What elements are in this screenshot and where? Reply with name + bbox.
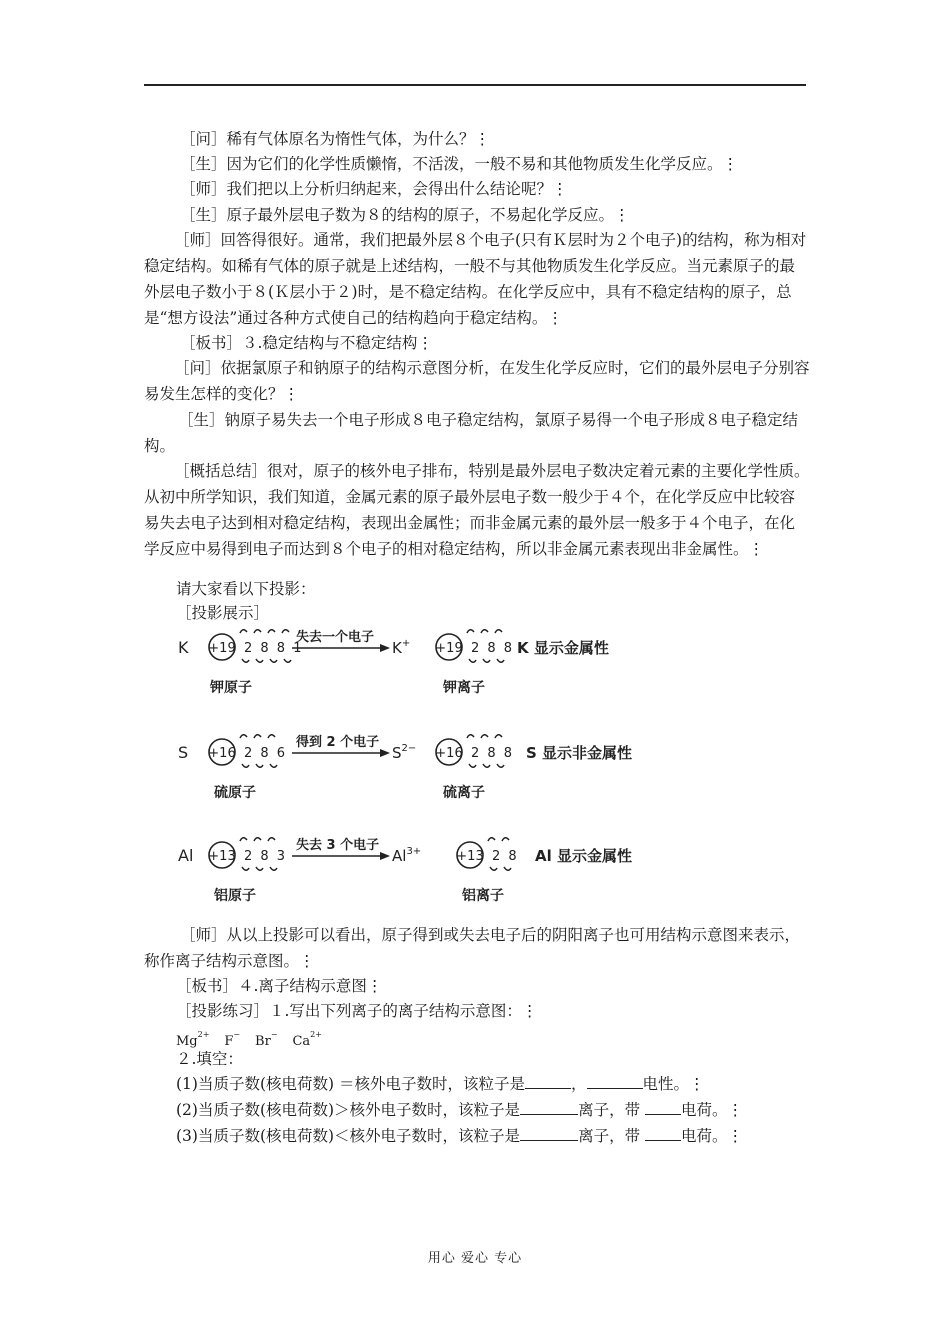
- line-teacher-question: ［师］我们把以上分析归纳起来，会得出什么结论呢？⋮: [180, 180, 568, 198]
- row-0-ion-symbol-base: K: [392, 639, 402, 657]
- row-2-arrow-label: 失去 3 个电子: [296, 838, 380, 853]
- row-2-atom-nucleus-circle: [209, 842, 235, 868]
- row-2-ion-symbol: [392, 846, 421, 865]
- row-0-ion-shell-arc-top: [467, 630, 474, 633]
- row-1-ion-symbol: [392, 743, 416, 762]
- row-0-ion-symbol: [392, 638, 410, 657]
- header-rule: [144, 84, 806, 86]
- ion-ca: $Ca^{2+}$: [292, 1030, 322, 1049]
- row-2-ion-symbol-base: Al: [392, 847, 407, 865]
- row-0-ion-shell-arc-bottom: [497, 659, 504, 662]
- row-1-atom-shell-arc-top: [268, 735, 275, 738]
- row-1-arrow-label: 得到 2 个电子: [296, 735, 380, 750]
- row-2-atom-shell-arc-top: [240, 838, 247, 841]
- ion-f: F−: [224, 1030, 241, 1049]
- row-1-atom-shell-arc-bottom: [270, 764, 277, 767]
- row-2-ion-shell-arc-bottom: [490, 867, 497, 870]
- row-2-ion-shell-arc-top: [502, 838, 509, 841]
- board-heading-3: ［板书］３.稳定结构与不稳定结构⋮: [180, 334, 433, 352]
- row-2-ion-nucleus-circle: [457, 842, 483, 868]
- line-student-answer: ［生］因为它们的化学性质懒惰，不活泼，一般不易和其他物质发生化学反应。⋮: [180, 155, 739, 173]
- row-0-atom-shell-arc-top: [282, 630, 289, 633]
- row-1-ion-charge: 2−: [401, 743, 417, 754]
- row-2-property-label: Al 显示金属性: [535, 847, 632, 865]
- paragraph-student: ［生］钠原子易失去一个电子形成８电子稳定结构，氯原子易得一个电子形成８电子稳定结构。: [144, 411, 799, 455]
- row-2-atom-shell-numbers: 2 8 3: [244, 849, 288, 864]
- row-1-ion-shell-numbers: 2 8 8: [471, 746, 515, 761]
- ion-mg: $Mg^{2+}$: [176, 1030, 210, 1049]
- board-heading-4: ［板书］４.离子结构示意图⋮: [176, 977, 383, 995]
- blank-2b[interactable]: [645, 1098, 681, 1115]
- row-0-property-label: K 显示金属性: [517, 639, 609, 657]
- row-2-atom-name: 铝原子: [214, 888, 256, 904]
- row-2-atom-shell-arc-bottom: [242, 867, 249, 870]
- blank-1b[interactable]: [587, 1072, 643, 1089]
- row-2-arrow-head: [380, 852, 390, 860]
- row-0-atom-shell-arc-bottom: [270, 659, 277, 662]
- row-1-ion-nucleus-circle: [436, 739, 462, 765]
- row-1-ion-symbol-base: S: [392, 744, 402, 762]
- blank-1a[interactable]: [525, 1072, 571, 1089]
- row-2-ion-shell-numbers: 2 8: [492, 849, 519, 864]
- row-1-element-symbol: S: [178, 743, 189, 762]
- row-0-atom-shell-arc-top: [268, 630, 275, 633]
- row-0-atom-shell-arc-top: [240, 630, 247, 633]
- fill-title: ２.填空：: [176, 1050, 243, 1068]
- ion-br: Br−: [255, 1030, 278, 1049]
- row-0-atom-shell-arc-bottom: [242, 659, 249, 662]
- row-1-atom-shell-arc-top: [240, 735, 247, 738]
- row-1-ion-nucleus-label: +16: [435, 746, 463, 761]
- row-1-atom-nucleus-circle: [209, 739, 235, 765]
- row-2-atom-shell-arc-bottom: [256, 867, 263, 870]
- blank-3b[interactable]: [645, 1124, 681, 1141]
- row-0-ion-shell-numbers: 2 8 8: [471, 641, 515, 656]
- line-question: ［问］稀有气体原名为惰性气体，为什么？⋮: [180, 130, 491, 148]
- row-0-atom-nucleus-circle: [209, 634, 235, 660]
- row-1-ion-name: 硫离子: [443, 785, 485, 801]
- row-1-atom-nucleus-label: +16: [208, 746, 236, 761]
- paragraph-teacher: ［师］回答得很好。通常，我们把最外层８个电子(只有Ｋ层时为２个电子)的结构，称为相对稳定结构。如稀有气体的原子就是上述结构，一般不与其他物质发生化学反应。当元素原子的最外层电子数小于８(Ｋ层小于２)时，是不稳定结构。在化学反应中，具有不稳定结构的原子，总是“想方设法”通过各种方式使自己的结构趋向于稳定结构。⋮: [144, 231, 807, 327]
- row-2-element-symbol: Al: [178, 846, 194, 865]
- row-0-ion-shell-arc-top: [495, 630, 502, 633]
- blank-3a[interactable]: [520, 1124, 578, 1141]
- row-1-ion-shell-arc-bottom: [483, 764, 490, 767]
- paragraph-summary: ［概括总结］很对，原子的核外电子排布，特别是最外层电子数决定着元素的主要化学性质。从初中所学知识，我们知道，金属元素的原子最外层电子数一般少于４个，在化学反应中比较容易失去电子达到相对稳定结构，表现出金属性；而非金属元素的最外层一般多于４个电子，在化学反应中易得到电子而达到８个电子的相对稳定结构，所以非金属元素表现出非金属性。⋮: [144, 462, 810, 558]
- row-2-ion-shell-arc-top: [488, 838, 495, 841]
- blank-2a[interactable]: [520, 1098, 578, 1115]
- row-0-atom-shell-arc-bottom: [256, 659, 263, 662]
- row-1-ion-shell-arc-top: [495, 735, 502, 738]
- row-2-ion-nucleus-label: +13: [456, 849, 484, 864]
- row-0-ion-shell-arc-bottom: [483, 659, 490, 662]
- row-1-atom-shell-arc-bottom: [242, 764, 249, 767]
- row-1-arrow-head: [380, 749, 390, 757]
- fill-question-1: (1)当质子数(核电荷数) ＝核外电子数时，该粒子是 ， 电性。⋮: [176, 1071, 705, 1097]
- row-0-ion-nucleus-circle: [436, 634, 462, 660]
- row-1-atom-shell-numbers: 2 8 6: [244, 746, 288, 761]
- row-1-ion-shell-arc-bottom: [497, 764, 504, 767]
- line-student-conclusion: ［生］原子最外层电子数为８的结构的原子，不易起化学反应。⋮: [180, 206, 630, 224]
- intro-line: 请大家看以下投影：: [176, 580, 316, 598]
- row-1-property-label: S 显示非金属性: [526, 744, 633, 762]
- exercise-title: ［投影练习］１.写出下列离子的离子结构示意图：⋮: [176, 1002, 538, 1020]
- row-2-ion-shell-arc-bottom: [504, 867, 511, 870]
- row-0-ion-shell-arc-bottom: [469, 659, 476, 662]
- row-1-ion-shell-arc-top: [467, 735, 474, 738]
- row-1-atom-name: 硫原子: [214, 785, 256, 801]
- fill-question-3: (3)当质子数(核电荷数)＜核外电子数时，该粒子是 离子，带 电荷。⋮: [176, 1123, 743, 1149]
- projection-label: ［投影展示］: [176, 604, 270, 622]
- row-0-atom-shell-arc-bottom: [284, 659, 291, 662]
- fill-question-2: (2)当质子数(核电荷数)＞核外电子数时，该粒子是 离子，带 电荷。⋮: [176, 1097, 743, 1123]
- row-0-atom-name: 钾原子: [210, 680, 252, 696]
- row-0-atom-shell-arc-top: [254, 630, 261, 633]
- row-2-atom-shell-arc-bottom: [270, 867, 277, 870]
- row-0-ion-shell-arc-top: [481, 630, 488, 633]
- row-1-ion-shell-arc-top: [481, 735, 488, 738]
- row-0-ion-nucleus-label: +19: [435, 641, 463, 656]
- row-0-element-symbol: K: [178, 638, 189, 657]
- row-0-arrow-label: 失去一个电子: [296, 630, 375, 645]
- row-2-ion-charge: 3+: [406, 846, 422, 857]
- page-footer: 用心 爱心 专心: [427, 1251, 523, 1266]
- row-2-atom-shell-arc-top: [268, 838, 275, 841]
- row-1-atom-shell-arc-top: [254, 735, 261, 738]
- paragraph-question: ［问］依据氯原子和钠原子的结构示意图分析，在发生化学反应时，它们的最外层电子分别容易发生怎样的变化？⋮: [144, 359, 810, 403]
- row-0-ion-name: 钾离子: [443, 680, 485, 696]
- paragraph-teacher-2: ［师］从以上投影可以看出，原子得到或失去电子后的阴阳离子也可用结构示意图来表示，称作离子结构示意图。⋮: [144, 926, 801, 970]
- row-2-atom-shell-arc-top: [254, 838, 261, 841]
- row-0-atom-nucleus-label: +19: [208, 641, 236, 656]
- row-0-ion-charge: +: [401, 638, 411, 649]
- row-2-ion-name: 铝离子: [462, 888, 504, 904]
- row-1-ion-shell-arc-bottom: [469, 764, 476, 767]
- row-2-atom-nucleus-label: +13: [208, 849, 236, 864]
- row-1-atom-shell-arc-bottom: [256, 764, 263, 767]
- row-0-atom-shell-numbers: 2 8 8 1: [244, 641, 304, 656]
- row-0-arrow-head: [380, 644, 390, 652]
